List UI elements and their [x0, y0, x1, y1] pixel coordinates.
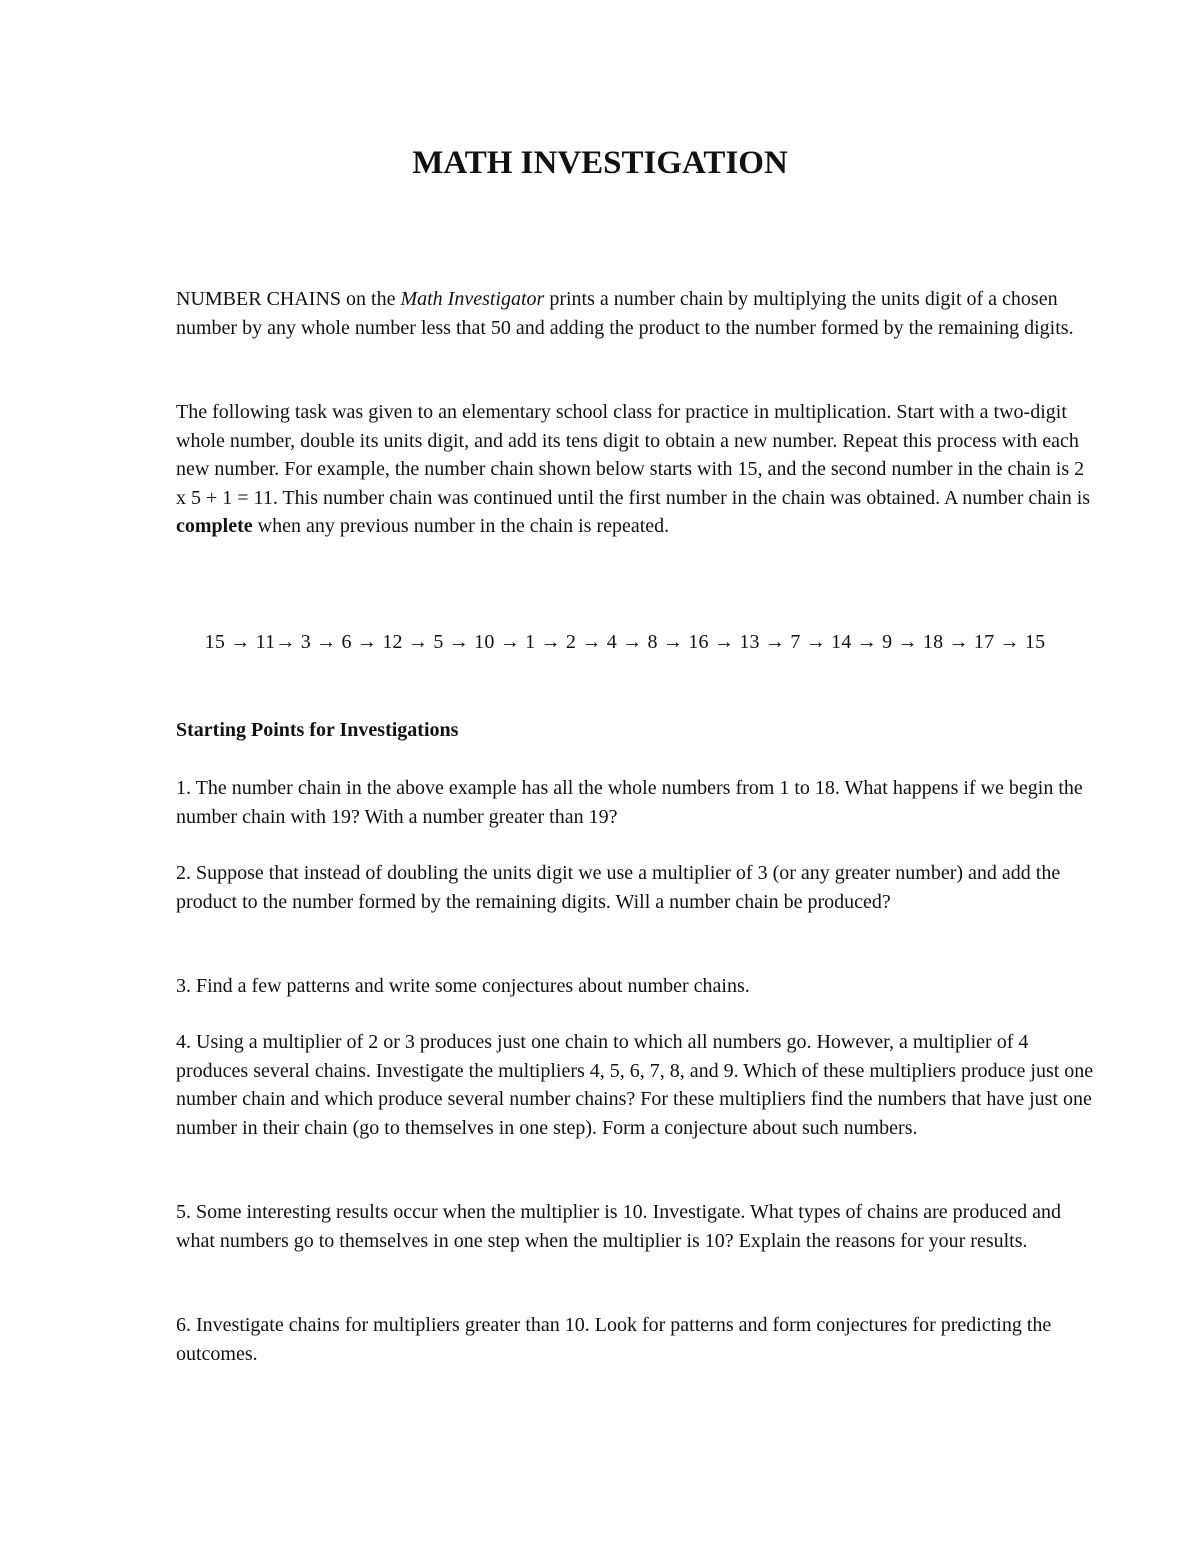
intro-paragraph-2	[176, 398, 1096, 541]
investigation-item-2: 2. Suppose that instead of doubling the units digit we use a multiplier of 3 (or any greater number) and add the product to the number formed by the remaining digits. Will a number chain be produced?	[176, 862, 1061, 913]
math-investigator-title: Math Investigator	[400, 288, 545, 310]
investigation-item-4: 4. Using a multiplier of 2 or 3 produces just one chain to which all numbers go. However, a multiplier of 4 produces several chains. Investigate the multipliers 4, 5, 6, 7, 8, and 9. Which of these multipliers produce just one number chain and which produce several number chains? For these multipliers find the numbers that have just one number in their chain (go to themselves in one step). Form a conjecture about such numbers.	[176, 1031, 1094, 1139]
number-chain-example: 15 → 11→ 3 → 6 → 12 → 5 → 10 → 1 → 2 → 4 → 8 → 16 → 13 → 7 → 14 → 9 → 18 → 17 → 15	[204, 631, 1046, 653]
intro-p1-text-b: prints a number chain by multiplying the units digit of a chosen number by any whole number less that 50 and adding the product to the number formed by the remaining digits.	[176, 288, 1074, 339]
investigation-item-6: 6. Investigate chains for multipliers greater than 10. Look for patterns and form conjectures for predicting the outcomes.	[176, 1314, 1052, 1365]
section-heading: Starting Points for Investigations	[176, 719, 459, 741]
intro-p1-text-a: NUMBER CHAINS on the	[176, 288, 401, 310]
intro-p2-text-a: The following task was given to an elementary school class for practice in multiplication. Start with a two-digit whole number, double its units digit, and add its tens digit to obtain a new number. Repeat this process with each new number. For example, the number chain shown below starts with 15, and the second number in the chain is 2 x 5 + 1 = 11. This number chain was continued until the first number in the chain was obtained. A number chain is	[176, 401, 1091, 509]
intro-p2-text-b: when any previous number in the chain is repeated.	[252, 515, 670, 538]
investigation-item-5: 5. Some interesting results occur when the multiplier is 10. Investigate. What types of chains are produced and what numbers go to themselves in one step when the multiplier is 10? Explain the reasons for your results.	[176, 1201, 1061, 1252]
investigation-item-3: 3. Find a few patterns and write some conjectures about number chains.	[176, 975, 750, 997]
investigation-item-1: 1. The number chain in the above example has all the whole numbers from 1 to 18. What happens if we begin the number chain with 19? With a number greater than 19?	[176, 777, 1083, 828]
intro-paragraph-1	[176, 285, 1096, 342]
complete-term: complete	[176, 515, 253, 538]
page-title: MATH INVESTIGATION	[412, 145, 788, 181]
